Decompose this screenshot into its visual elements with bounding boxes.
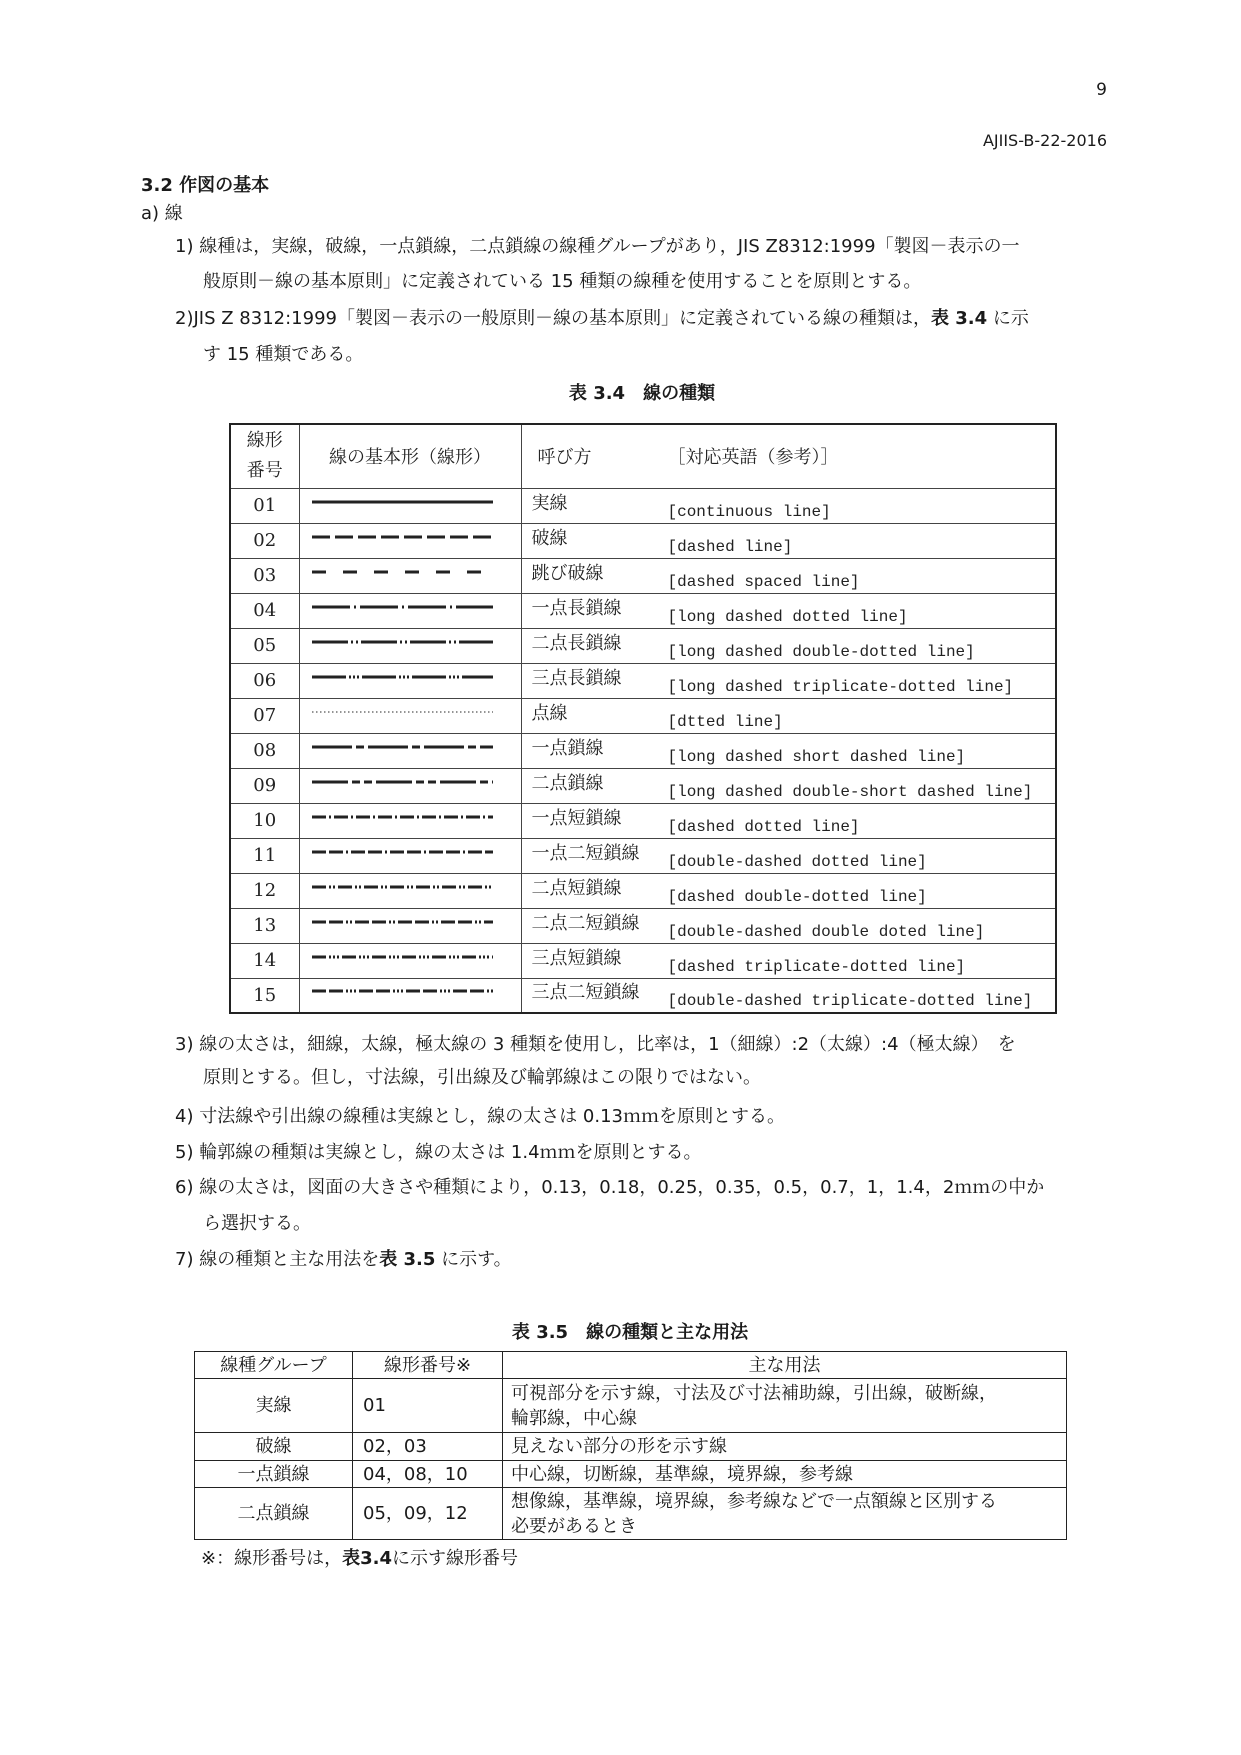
line-sample-icon bbox=[312, 914, 494, 930]
usage-line: 想像線，基準線，境界線，参考線などで一点額線と区別する bbox=[511, 1490, 997, 1512]
line-number-cell: 13 bbox=[230, 908, 299, 943]
line-name-en: [double-dashed dotted line] bbox=[667, 852, 927, 871]
section-heading: 3.2 作図の基本 bbox=[141, 175, 270, 196]
line-sample-icon bbox=[312, 564, 494, 580]
line-type-row bbox=[230, 523, 1056, 558]
line-form-cell bbox=[299, 943, 521, 978]
line-type-row bbox=[230, 768, 1056, 803]
line-name-en: [dashed line] bbox=[667, 537, 793, 556]
line-name-cell bbox=[521, 978, 1056, 1013]
line-number-cell: 10 bbox=[230, 803, 299, 838]
header-line-group: 線種グループ bbox=[195, 1352, 353, 1379]
line-type-row bbox=[230, 978, 1056, 1013]
line-sample-icon bbox=[312, 529, 494, 545]
line-number-cell: 15 bbox=[230, 978, 299, 1013]
item-4: 4) 寸法線や引出線の線種は実線とし，線の太さは 0.13ｍｍを原則とする。 bbox=[175, 1106, 785, 1127]
usage-line: 輪郭線，中心線 bbox=[511, 1407, 637, 1429]
item-2-line-2: す 15 種類である。 bbox=[203, 344, 364, 365]
line-name-ja: 点線 bbox=[531, 702, 568, 724]
line-name-cell bbox=[521, 628, 1056, 663]
item-7-text: 7) 線の種類と主な用法を bbox=[175, 1249, 380, 1270]
header-line-number-1: 線形 bbox=[246, 430, 283, 452]
header-name-ja: 呼び方 bbox=[537, 447, 592, 469]
line-sample-icon bbox=[312, 983, 494, 999]
line-sample-icon bbox=[312, 809, 494, 825]
line-name-en: [double-dashed triplicate-dotted line] bbox=[667, 992, 1033, 1011]
line-name-ja: 破線 bbox=[531, 527, 568, 549]
line-type-row bbox=[230, 803, 1056, 838]
item-6-line-2: ら選択する。 bbox=[203, 1213, 311, 1234]
line-number-cell: 03 bbox=[230, 558, 299, 593]
table-3-5-caption: 表 3.5 線の種類と主な用法 bbox=[511, 1322, 749, 1343]
line-form-cell bbox=[299, 768, 521, 803]
item-3-line-2: 原則とする。但し，寸法線，引出線及び輪郭線はこの限りではない。 bbox=[203, 1067, 761, 1088]
line-name-cell bbox=[521, 593, 1056, 628]
line-number-cell: 01 bbox=[230, 488, 299, 523]
line-name-en: [long dashed double-dotted line] bbox=[667, 642, 975, 661]
line-form-cell bbox=[299, 488, 521, 523]
line-number-cell: 02 bbox=[230, 523, 299, 558]
line-type-row bbox=[230, 698, 1056, 733]
line-name-ja: 跳び破線 bbox=[531, 562, 604, 584]
line-sample-icon bbox=[312, 774, 494, 790]
line-numbers-cell: 01 bbox=[353, 1379, 503, 1433]
header-line-name bbox=[521, 424, 1056, 488]
table-row bbox=[195, 1433, 1067, 1461]
line-form-cell bbox=[299, 803, 521, 838]
line-number-cell: 04 bbox=[230, 593, 299, 628]
line-type-row bbox=[230, 663, 1056, 698]
line-name-ja: 二点二短鎖線 bbox=[531, 912, 640, 934]
item-7-tail: に示す。 bbox=[435, 1249, 512, 1270]
line-type-row bbox=[230, 488, 1056, 523]
line-name-cell bbox=[521, 558, 1056, 593]
line-numbers-cell: 02，03 bbox=[353, 1433, 503, 1461]
line-sample-icon bbox=[312, 634, 494, 650]
line-name-ja: 二点鎖線 bbox=[531, 772, 604, 794]
usage-line: 可視部分を示す線，寸法及び寸法補助線，引出線，破断線， bbox=[511, 1382, 997, 1404]
line-name-ja: 一点長鎖線 bbox=[531, 597, 622, 619]
line-name-cell bbox=[521, 873, 1056, 908]
line-number-cell: 08 bbox=[230, 733, 299, 768]
line-name-cell bbox=[521, 908, 1056, 943]
line-name-cell bbox=[521, 803, 1056, 838]
table-header-row bbox=[230, 424, 1056, 488]
item-2-text: 2)JIS Z 8312:1999「製図－表示の一般原則－線の基本原則」に定義されている線の種類は， bbox=[175, 308, 931, 329]
item-6-line-1: 6) 線の太さは，図面の大きさや種類により，0.13，0.18，0.25，0.35，0.5，0.7，1，1.4，2ｍｍの中か bbox=[175, 1177, 1045, 1198]
line-type-row bbox=[230, 733, 1056, 768]
line-name-cell bbox=[521, 733, 1056, 768]
line-name-en: [long dashed dotted line] bbox=[667, 607, 908, 626]
line-group-cell: 破線 bbox=[195, 1433, 353, 1461]
line-sample-icon bbox=[312, 949, 494, 965]
line-name-cell bbox=[521, 488, 1056, 523]
line-usage-table bbox=[194, 1351, 1067, 1540]
line-number-cell: 07 bbox=[230, 698, 299, 733]
line-type-row bbox=[230, 593, 1056, 628]
item-2-line-1 bbox=[175, 307, 1110, 331]
line-type-row bbox=[230, 873, 1056, 908]
line-name-ja: 実線 bbox=[531, 492, 568, 514]
usage-cell bbox=[503, 1433, 1067, 1461]
line-sample-icon bbox=[312, 739, 494, 755]
usage-line: 見えない部分の形を示す線 bbox=[511, 1436, 727, 1457]
item-1-line-1: 1) 線種は，実線，破線，一点鎖線，二点鎖線の線種グループがあり，JIS Z8312:1999「製図－表示の一 bbox=[175, 236, 1020, 257]
line-sample-icon bbox=[312, 599, 494, 615]
line-number-cell: 11 bbox=[230, 838, 299, 873]
line-name-en: [dashed triplicate-dotted line] bbox=[667, 957, 966, 976]
line-form-cell bbox=[299, 873, 521, 908]
line-name-ja: 一点短鎖線 bbox=[531, 807, 622, 829]
line-number-cell: 05 bbox=[230, 628, 299, 663]
header-usage: 主な用法 bbox=[503, 1352, 1067, 1379]
line-name-en: [long dashed short dashed line] bbox=[667, 747, 966, 766]
line-form-cell bbox=[299, 838, 521, 873]
line-name-en: [dashed double-dotted line] bbox=[667, 887, 927, 906]
line-form-cell bbox=[299, 698, 521, 733]
line-name-cell bbox=[521, 523, 1056, 558]
line-form-cell bbox=[299, 908, 521, 943]
line-name-ja: 三点二短鎖線 bbox=[531, 982, 640, 1004]
table-footnote bbox=[201, 1547, 1101, 1571]
line-name-en: [dtted line] bbox=[667, 712, 783, 731]
line-type-row bbox=[230, 838, 1056, 873]
table-row bbox=[195, 1379, 1067, 1433]
line-sample-icon bbox=[312, 879, 494, 895]
header-line-numbers: 線形番号※ bbox=[353, 1352, 503, 1379]
table-reference: 表 3.5 bbox=[379, 1249, 436, 1270]
line-name-en: [double-dashed double doted line] bbox=[667, 922, 985, 941]
header-line-form: 線の基本形（線形） bbox=[299, 424, 521, 488]
table-row bbox=[195, 1461, 1067, 1488]
line-name-cell bbox=[521, 768, 1056, 803]
line-name-en: [dashed dotted line] bbox=[667, 817, 860, 836]
line-name-en: [continuous line] bbox=[667, 502, 831, 521]
line-form-cell bbox=[299, 558, 521, 593]
line-type-row bbox=[230, 943, 1056, 978]
subsection-heading: a) 線 bbox=[141, 203, 183, 224]
usage-cell bbox=[503, 1379, 1067, 1433]
line-types-table bbox=[229, 423, 1057, 1014]
line-name-en: [dashed spaced line] bbox=[667, 572, 860, 591]
line-numbers-cell: 04，08，10 bbox=[353, 1461, 503, 1488]
line-sample-icon bbox=[312, 844, 494, 860]
line-name-cell bbox=[521, 838, 1056, 873]
line-name-ja: 二点長鎖線 bbox=[531, 632, 622, 654]
line-numbers-cell: 05，09，12 bbox=[353, 1488, 503, 1540]
item-7 bbox=[175, 1248, 1110, 1272]
line-form-cell bbox=[299, 978, 521, 1013]
line-group-cell: 一点鎖線 bbox=[195, 1461, 353, 1488]
table-3-4-caption: 表 3.4 線の種類 bbox=[568, 383, 716, 404]
header-line-number bbox=[230, 424, 299, 488]
line-group-cell: 二点鎖線 bbox=[195, 1488, 353, 1540]
line-sample-icon bbox=[312, 494, 494, 510]
item-1-line-2: 般原則－線の基本原則」に定義されている 15 種類の線種を使用することを原則とする。 bbox=[203, 271, 922, 292]
line-form-cell bbox=[299, 628, 521, 663]
footnote-text: ※：線形番号は， bbox=[201, 1548, 343, 1569]
line-number-cell: 09 bbox=[230, 768, 299, 803]
header-name-en: ［対応英語（参考）］ bbox=[667, 447, 839, 469]
document-code: AJIIS-B-22-2016 bbox=[982, 131, 1107, 150]
footnote-tail: に示す線形番号 bbox=[391, 1548, 518, 1569]
table-header-row bbox=[195, 1352, 1067, 1379]
line-name-cell bbox=[521, 698, 1056, 733]
page-number: 9 bbox=[1096, 80, 1107, 100]
usage-cell bbox=[503, 1461, 1067, 1488]
line-type-row bbox=[230, 908, 1056, 943]
line-number-cell: 06 bbox=[230, 663, 299, 698]
line-name-ja: 三点長鎖線 bbox=[531, 667, 622, 689]
line-name-ja: 一点鎖線 bbox=[531, 737, 604, 759]
item-5: 5) 輪郭線の種類は実線とし，線の太さは 1.4ｍｍを原則とする。 bbox=[175, 1142, 702, 1163]
usage-line: 必要があるとき bbox=[511, 1515, 637, 1537]
line-name-cell bbox=[521, 943, 1056, 978]
line-name-en: [long dashed triplicate-dotted line] bbox=[667, 677, 1014, 696]
line-types-table-body bbox=[230, 488, 1056, 1013]
usage-line: 中心線，切断線，基準線，境界線，参考線 bbox=[511, 1463, 853, 1485]
line-name-cell bbox=[521, 663, 1056, 698]
line-name-en: [long dashed double-short dashed line] bbox=[667, 782, 1033, 801]
line-form-cell bbox=[299, 593, 521, 628]
line-name-ja: 二点短鎖線 bbox=[531, 877, 622, 899]
line-form-cell bbox=[299, 523, 521, 558]
table-reference: 表 3.4 bbox=[930, 308, 988, 329]
table-row bbox=[195, 1488, 1067, 1540]
line-number-cell: 14 bbox=[230, 943, 299, 978]
line-name-ja: 三点短鎖線 bbox=[531, 947, 622, 969]
line-name-ja: 一点二短鎖線 bbox=[531, 842, 640, 864]
line-form-cell bbox=[299, 733, 521, 768]
item-2-tail: に示 bbox=[987, 308, 1029, 329]
line-sample-icon bbox=[312, 669, 494, 685]
line-form-cell bbox=[299, 663, 521, 698]
usage-cell bbox=[503, 1488, 1067, 1540]
line-group-cell: 実線 bbox=[195, 1379, 353, 1433]
line-number-cell: 12 bbox=[230, 873, 299, 908]
line-type-row bbox=[230, 628, 1056, 663]
line-sample-icon bbox=[312, 704, 494, 720]
table-reference: 表3.4 bbox=[342, 1548, 392, 1569]
line-type-row bbox=[230, 558, 1056, 593]
item-3-line-1: 3) 線の太さは，細線，太線，極太線の 3 種類を使用し，比率は，1（細線）:2（太線）:4（極太線） を bbox=[175, 1034, 1016, 1055]
header-line-number-2: 番号 bbox=[246, 460, 283, 482]
